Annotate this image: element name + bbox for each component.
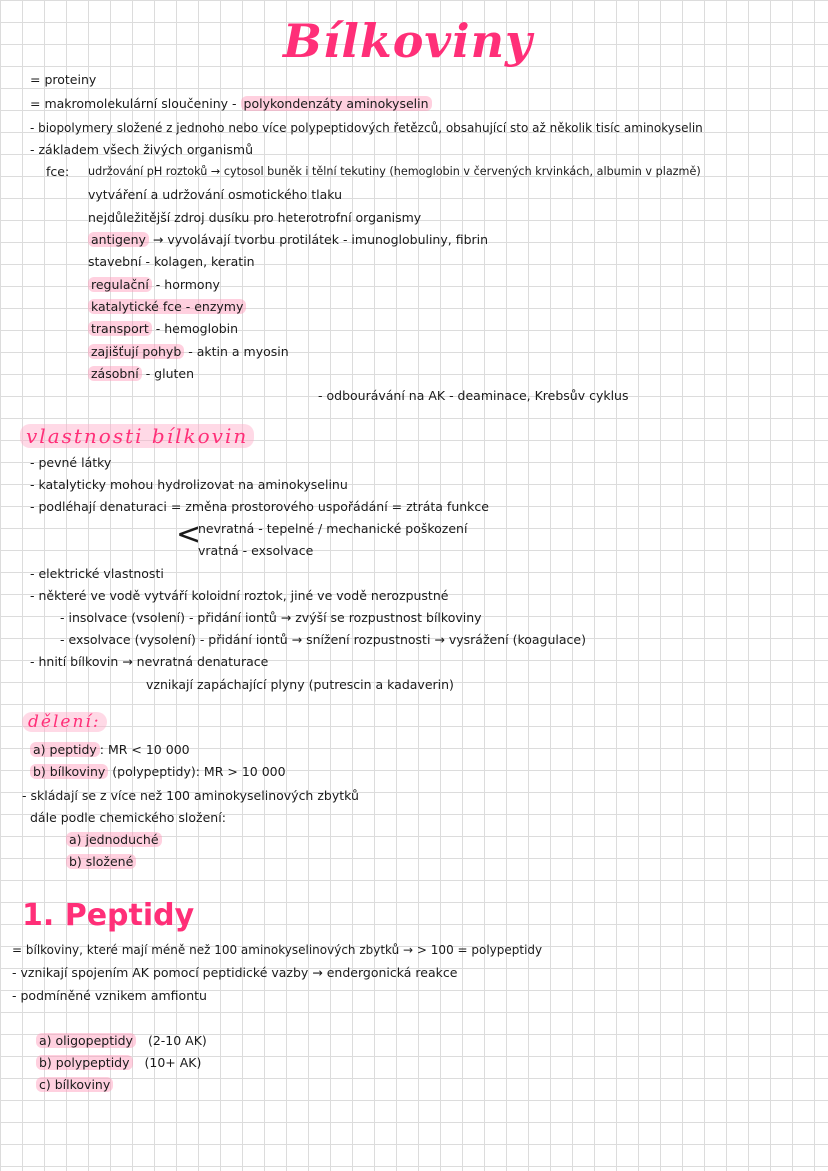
intro-line-4: - základem všech živých organismů (30, 142, 253, 157)
peptide-type-1-range: (2-10 AK) (147, 1033, 207, 1048)
section-heading-properties (20, 424, 254, 448)
intro-line-1: = proteiny (30, 72, 97, 87)
intro-line-2 (30, 96, 432, 112)
division-item-2 (30, 764, 286, 780)
division-item-3: - skládají se z více než 100 aminokyselinových zbytků (22, 788, 359, 803)
function-item-4-text: → vyvolávají tvorbu protilátek - imunoglobuliny, fibrin (148, 232, 489, 247)
property-item-1: - pevné látky (30, 455, 112, 470)
denaturation-irreversible: nevratná - tepelné / mechanické poškození (198, 521, 468, 536)
function-item-8-highlight: transport (88, 321, 152, 336)
division-item-2-highlight: b) bílkoviny (30, 764, 108, 779)
function-item-6-highlight: regulační (88, 277, 152, 292)
division-item-2-text: (polypeptidy): MR > 10 000 (108, 764, 286, 779)
peptide-type-3 (36, 1077, 113, 1093)
function-item-6-text: - hormony (151, 277, 220, 292)
function-item-4 (88, 232, 488, 248)
chapter-heading-peptides: 1. Peptidy (22, 898, 195, 933)
denaturation-reversible: vratná - exsolvace (198, 543, 314, 558)
function-item-3: nejdůležitější zdroj dusíku pro heterotrofní organismy (88, 210, 422, 225)
brace-symbol: < (176, 517, 202, 552)
property-item-5: - některé ve vodě vytváří koloidní roztok, jiné ve vodě nerozpustné (30, 588, 449, 603)
property-item-6: - hnití bílkovin → nevratná denaturace (30, 654, 269, 669)
property-item-5b: - exsolvace (vysolení) - přidání iontů → snížení rozpustnosti → vysrážení (koagulace) (60, 632, 586, 647)
property-item-4: - elektrické vlastnosti (30, 566, 164, 581)
property-item-5a: - insolvace (vsolení) - přidání iontů → zvýší se rozpustnost bílkoviny (60, 610, 482, 625)
peptide-type-1 (36, 1033, 207, 1049)
division-item-6 (66, 854, 136, 870)
function-item-2: vytváření a udržování osmotického tlaku (88, 187, 343, 202)
function-item-1: udržování pH roztoků → cytosol buněk i tělní tekutiny (hemoglobin v červených krvinkách, albumin v plazmě) (88, 165, 701, 178)
intro-line-2-highlight: polykondenzáty aminokyselin (241, 96, 432, 111)
property-item-3: - podléhají denaturaci = změna prostorového uspořádání = ztráta funkce (30, 499, 489, 514)
peptide-line-3: - podmíněné vznikem amfiontu (12, 988, 207, 1003)
peptide-type-2 (36, 1055, 201, 1071)
function-item-6 (88, 277, 220, 293)
property-item-2: - katalyticky mohou hydrolizovat na aminokyselinu (30, 477, 348, 492)
peptide-type-2-range: (10+ AK) (144, 1055, 202, 1070)
function-note: - odbourávání na AK - deaminace, Krebsův cyklus (318, 388, 629, 403)
function-item-9 (88, 344, 289, 360)
property-item-6a: vznikají zapáchající plyny (putrescin a kadaverin) (146, 677, 454, 692)
function-item-10-highlight: zásobní (88, 366, 142, 381)
function-item-7-highlight: katalytické fce - enzymy (88, 299, 246, 314)
intro-line-3: - biopolymery složené z jednoho nebo více polypeptidových řetězců, obsahující sto až několik tisíc aminokyselin (30, 121, 703, 135)
functions-label: fce: (46, 164, 70, 179)
division-item-1 (30, 742, 190, 758)
section-heading-division (22, 712, 107, 732)
function-item-10-text: - gluten (141, 366, 195, 381)
function-item-8 (88, 321, 238, 337)
function-item-7 (88, 299, 246, 315)
function-item-4-highlight: antigeny (88, 232, 149, 247)
function-item-9-text: - aktin a myosin (184, 344, 289, 359)
peptide-type-2-highlight: b) polypeptidy (36, 1055, 133, 1070)
function-item-8-text: - hemoglobin (151, 321, 239, 336)
section-heading-division-text: dělení: (22, 712, 107, 732)
peptide-line-1: = bílkoviny, které mají méně než 100 aminokyselinových zbytků → > 100 = polypeptidy (12, 943, 543, 957)
page-title: Bílkoviny (283, 14, 533, 68)
intro-line-2-text: = makromolekulární sloučeniny - (30, 96, 241, 111)
function-item-9-highlight: zajišťují pohyb (88, 344, 184, 359)
section-heading-properties-text: vlastnosti bílkovin (20, 424, 254, 448)
division-item-4: dále podle chemického složení: (30, 810, 226, 825)
division-item-5-highlight: a) jednoduché (66, 832, 162, 847)
peptide-type-3-highlight: c) bílkoviny (36, 1077, 113, 1092)
division-item-5 (66, 832, 162, 848)
function-item-5: stavební - kolagen, keratin (88, 254, 255, 269)
peptide-line-2: - vznikají spojením AK pomocí peptidické vazby → endergonická reakce (12, 965, 458, 980)
division-item-1-text: : MR < 10 000 (99, 742, 190, 757)
function-item-10 (88, 366, 194, 382)
division-item-1-highlight: a) peptidy (30, 742, 100, 757)
peptide-type-1-highlight: a) oligopeptidy (36, 1033, 136, 1048)
division-item-6-highlight: b) složené (66, 854, 136, 869)
